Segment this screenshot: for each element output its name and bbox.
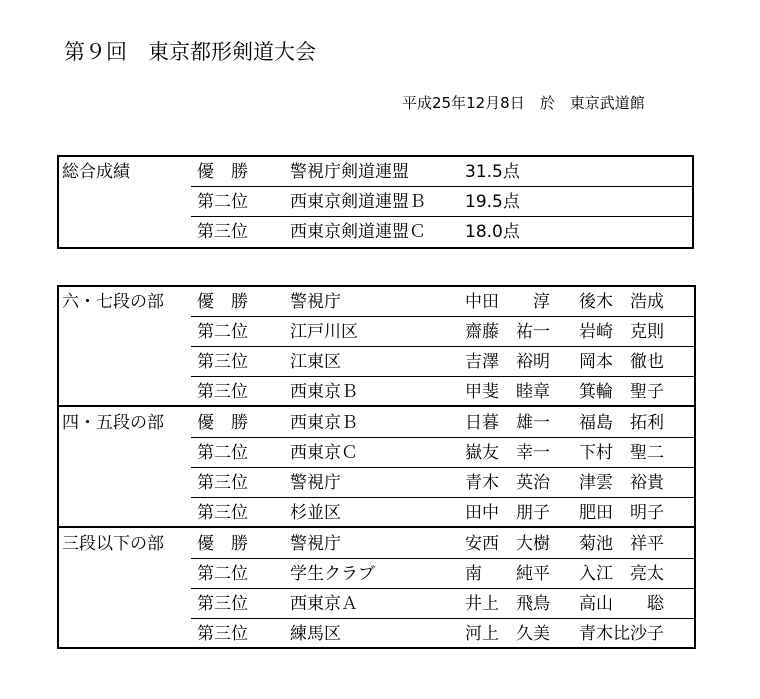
table-row [59,217,692,247]
table-row [59,287,694,317]
team-cell: 江戸川区 [290,322,358,342]
rank-cell: 第二位 [197,322,248,342]
division-results-table [57,285,696,649]
division-label: 三段以下の部 [62,534,164,554]
rank-cell: 第三位 [197,473,248,493]
page-title: 第９回 東京都形剣道大会 [64,40,316,64]
player1-cell: 嶽友 幸一 [465,443,550,463]
table-row [59,468,694,498]
overall-results-table [57,155,694,249]
player1-cell: 安西 大樹 [465,534,550,554]
team-cell: 学生クラブ [290,564,375,584]
team-cell: 警視庁 [290,473,341,493]
score-cell: 18.0点 [465,222,520,242]
player1-cell: 河上 久美 [465,624,550,644]
division-label: 四・五段の部 [62,413,164,433]
player2-cell: 箕輪 聖子 [579,382,664,402]
rank-cell: 優 勝 [197,162,248,182]
player2-cell: 高山 聡 [579,594,664,614]
team-cell: 練馬区 [290,624,341,644]
score-cell: 31.5点 [465,162,520,182]
team-cell: 西東京Ｃ [290,443,358,463]
team-cell: 警視庁剣道連盟 [290,162,409,182]
table-row [59,559,694,589]
player2-cell: 津雲 裕貴 [579,473,664,493]
team-cell: 西東京Ａ [290,594,358,614]
rank-cell: 第三位 [197,352,248,372]
player2-cell: 下村 聖二 [579,443,664,463]
rank-cell: 第二位 [197,443,248,463]
player2-cell: 菊池 祥平 [579,534,664,554]
player1-cell: 吉澤 裕明 [465,352,550,372]
player2-cell: 後木 浩成 [579,292,664,312]
table-row [59,187,692,217]
team-cell: 西東京Ｂ [290,382,358,402]
table-row [59,529,694,559]
player2-cell: 岩崎 克則 [579,322,664,342]
team-cell: 西東京剣道連盟Ｃ [290,222,426,242]
player1-cell: 齋藤 祐一 [465,322,550,342]
rank-cell: 第二位 [197,192,248,212]
table-row [59,377,694,407]
rank-cell: 第三位 [197,503,248,523]
table-row [59,157,692,187]
player2-cell: 入江 亮太 [579,564,664,584]
division-label: 六・七段の部 [62,292,164,312]
player2-cell: 岡本 徹也 [579,352,664,372]
event-date-venue: 平成25年12月8日 於 東京武道館 [402,94,645,112]
score-cell: 19.5点 [465,192,520,212]
player1-cell: 中田 淳 [465,292,550,312]
table-row [59,347,694,377]
player1-cell: 田中 朋子 [465,503,550,523]
rank-cell: 第二位 [197,564,248,584]
rank-cell: 優 勝 [197,413,248,433]
player1-cell: 青木 英治 [465,473,550,493]
table-row [59,438,694,468]
rank-cell: 第三位 [197,222,248,242]
table-row [59,589,694,619]
player1-cell: 甲斐 睦章 [465,382,550,402]
group-divider [59,405,694,407]
team-cell: 西東京剣道連盟Ｂ [290,192,426,212]
player1-cell: 南 純平 [465,564,550,584]
rank-cell: 第三位 [197,382,248,402]
player1-cell: 井上 飛鳥 [465,594,550,614]
rank-cell: 優 勝 [197,534,248,554]
rank-cell: 第三位 [197,594,248,614]
table-row [59,408,694,438]
team-cell: 杉並区 [290,503,341,523]
team-cell: 警視庁 [290,292,341,312]
table-row [59,498,694,528]
overall-label: 総合成績 [62,162,130,182]
player2-cell: 福島 拓利 [579,413,664,433]
team-cell: 西東京Ｂ [290,413,358,433]
table-row [59,619,694,649]
player1-cell: 日暮 雄一 [465,413,550,433]
team-cell: 警視庁 [290,534,341,554]
player2-cell: 肥田 明子 [579,503,664,523]
team-cell: 江東区 [290,352,341,372]
table-row [59,317,694,347]
group-divider [59,526,694,528]
rank-cell: 第三位 [197,624,248,644]
player2-cell: 青木比沙子 [579,624,664,644]
rank-cell: 優 勝 [197,292,248,312]
